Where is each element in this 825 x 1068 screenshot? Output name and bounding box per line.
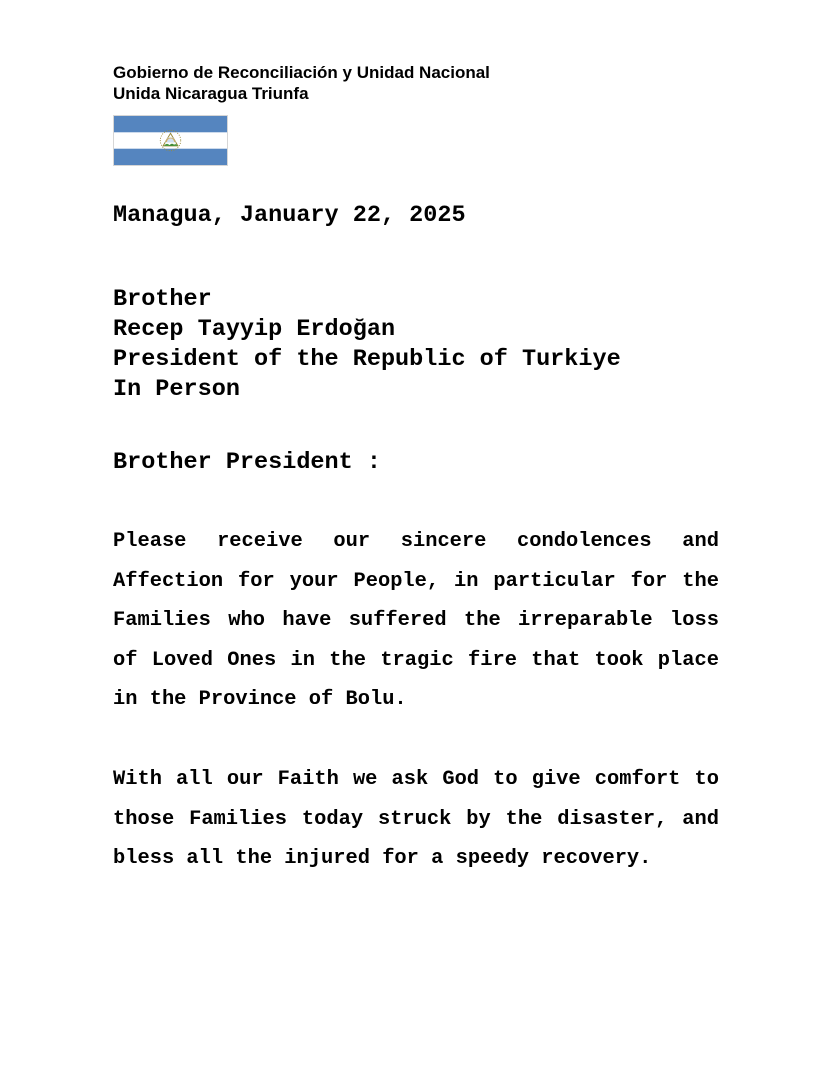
dateline: Managua, January 22, 2025	[113, 202, 466, 229]
government-name: Gobierno de Reconciliación y Unidad Nacional	[113, 63, 490, 82]
recipient-line-name: Recep Tayyip Erdoğan	[113, 316, 396, 343]
paragraph-line: With all our Faith we ask God to give comfort to	[113, 768, 719, 791]
paragraph-line: Please receive our sincere condolences and	[113, 530, 719, 553]
salutation: Brother President :	[113, 449, 381, 476]
recipient-line-delivery: In Person	[113, 376, 240, 403]
paragraph-line: bless all the injured for a speedy recovery.	[113, 847, 652, 870]
recipient-line-title: Brother	[113, 286, 212, 313]
nicaragua-flag-image	[114, 116, 227, 165]
paragraph-line: Affection for your People, in particular for the	[113, 569, 719, 593]
paragraph-faith	[113, 760, 719, 879]
paragraph-condolences	[113, 522, 719, 720]
paragraph-line: Families who have suffered the irreparable loss	[113, 609, 719, 632]
paragraph-line: those Families today struck by the disaster, and	[113, 807, 719, 831]
government-slogan: Unida Nicaragua Triunfa	[113, 84, 309, 103]
nicaragua-flag	[113, 115, 228, 166]
recipient-line-role: President of the Republic of Turkiye	[113, 346, 621, 373]
recipient-block	[113, 285, 621, 405]
paragraph-line: of Loved Ones in the tragic fire that took place	[113, 648, 719, 672]
government-header	[113, 62, 490, 104]
paragraph-line: in the Province of Bolu.	[113, 688, 407, 711]
